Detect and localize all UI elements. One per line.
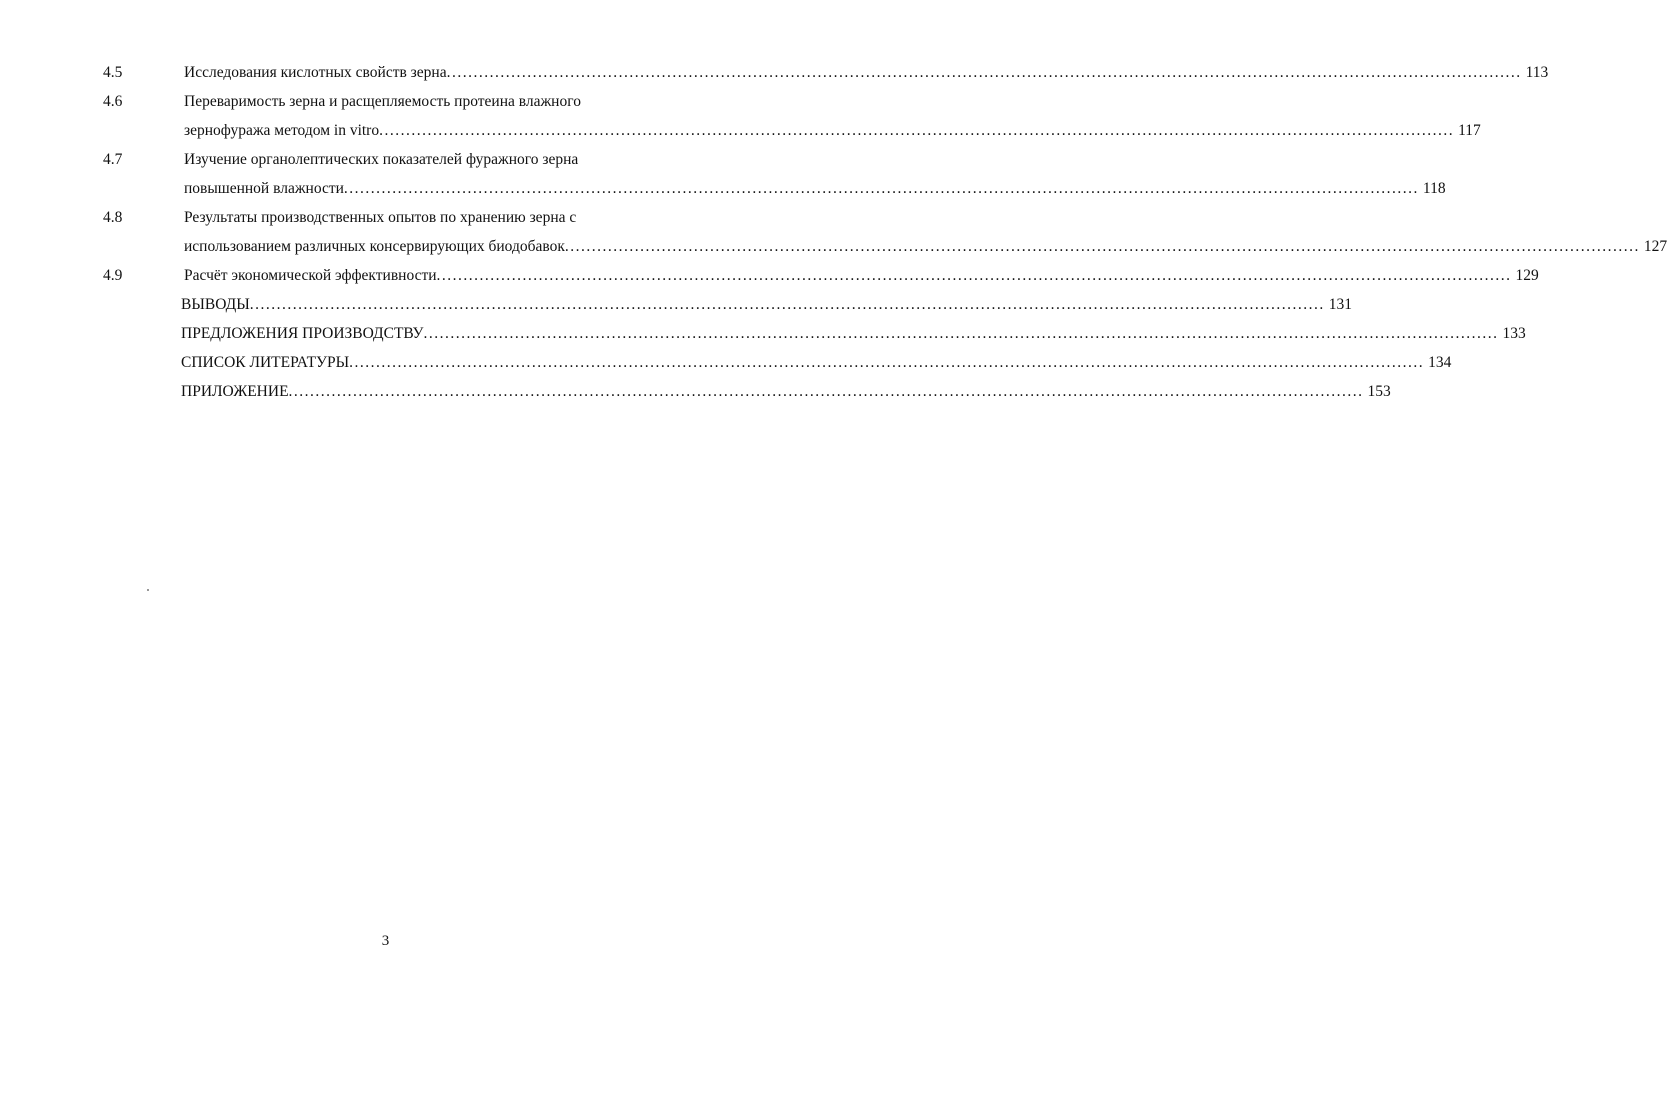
toc-entry-title: ПРЕДЛОЖЕНИЯ ПРОИЗВОДСТВУ <box>181 325 424 342</box>
toc-entry-title: Расчёт экономической эффективности <box>184 267 437 284</box>
toc-entry-line <box>181 290 1352 319</box>
toc-entry-title: Результаты производственных опытов по хранению зерна с <box>184 209 577 226</box>
toc-entry-page: 133 <box>1502 325 1526 342</box>
toc-dot-leader: ........................................................................................................................................................................................................ <box>436 267 1512 284</box>
toc-row <box>0 319 1526 348</box>
toc-entry-line <box>184 87 667 116</box>
toc-entry-title: ВЫВОДЫ <box>181 296 250 313</box>
toc-entry-line <box>184 58 1549 87</box>
toc-entry-line <box>184 174 1446 203</box>
toc-row <box>0 87 733 116</box>
toc-entry-title: использованием различных консервирующих биодобавок <box>184 238 565 255</box>
toc-row <box>0 377 1391 406</box>
toc-entry-number: 4.8 <box>103 209 123 226</box>
toc-entry-line <box>184 261 1539 290</box>
toc-entry-page: 117 <box>1458 122 1481 139</box>
toc-entry-page: 129 <box>1515 267 1539 284</box>
toc-row <box>0 116 1481 145</box>
toc-row <box>0 145 733 174</box>
toc-dot-leader: ........................................................................................................................................................................................................ <box>288 383 1364 400</box>
toc-entry-line <box>181 348 1452 377</box>
toc-dot-leader: ........................................................................................................................................................................................................ <box>446 64 1522 81</box>
toc-entry-page: 153 <box>1367 383 1391 400</box>
toc-dot-leader: ........................................................................................................................................................................................................ <box>423 325 1499 342</box>
toc-row <box>0 290 1352 319</box>
scan-speck <box>147 589 149 591</box>
toc-entry-line <box>181 319 1526 348</box>
toc-entry-page: 134 <box>1428 354 1452 371</box>
toc-row <box>0 261 1539 290</box>
toc-entry-number: 4.9 <box>103 267 123 284</box>
toc-dot-leader: ........................................................................................................................................................................................................ <box>379 122 1455 139</box>
table-of-contents <box>0 58 1667 406</box>
page-number: 3 <box>381 933 390 949</box>
toc-entry-number: 4.7 <box>103 151 123 168</box>
toc-entry-number: 4.5 <box>103 64 123 81</box>
toc-entry-title: Переваримость зерна и расщепляемость протеина влажного <box>184 93 581 110</box>
toc-entry-line <box>184 232 1667 261</box>
toc-entry-page: 118 <box>1422 180 1446 197</box>
toc-entry-title: СПИСОК ЛИТЕРАТУРЫ <box>181 354 350 371</box>
toc-dot-leader: ........................................................................................................................................................................................................ <box>349 354 1425 371</box>
toc-entry-page: 127 <box>1643 238 1667 255</box>
toc-row <box>0 174 1446 203</box>
toc-entry-title: зернофуража методом in vitro <box>184 122 380 139</box>
toc-dot-leader: ........................................................................................................................................................................................................ <box>564 238 1640 255</box>
toc-row <box>0 58 1549 87</box>
toc-entry-title: Исследования кислотных свойств зерна <box>184 64 447 81</box>
toc-entry-line <box>181 377 1391 406</box>
toc-dot-leader: ........................................................................................................................................................................................................ <box>343 180 1419 197</box>
toc-entry-line <box>184 203 667 232</box>
toc-entry-title: повышенной влажности <box>184 180 344 197</box>
toc-entry-line <box>184 145 667 174</box>
toc-entry-page: 113 <box>1525 64 1549 81</box>
toc-row <box>0 232 1667 261</box>
toc-dot-leader: ........................................................................................................................................................................................................ <box>249 296 1325 313</box>
toc-entry-line <box>184 116 1481 145</box>
toc-row <box>0 203 733 232</box>
toc-entry-number: 4.6 <box>103 93 123 110</box>
toc-row <box>0 348 1452 377</box>
toc-entry-title: ПРИЛОЖЕНИЕ <box>181 383 289 400</box>
toc-entry-page: 131 <box>1328 296 1352 313</box>
toc-entry-title: Изучение органолептических показателей фуражного зерна <box>184 151 579 168</box>
